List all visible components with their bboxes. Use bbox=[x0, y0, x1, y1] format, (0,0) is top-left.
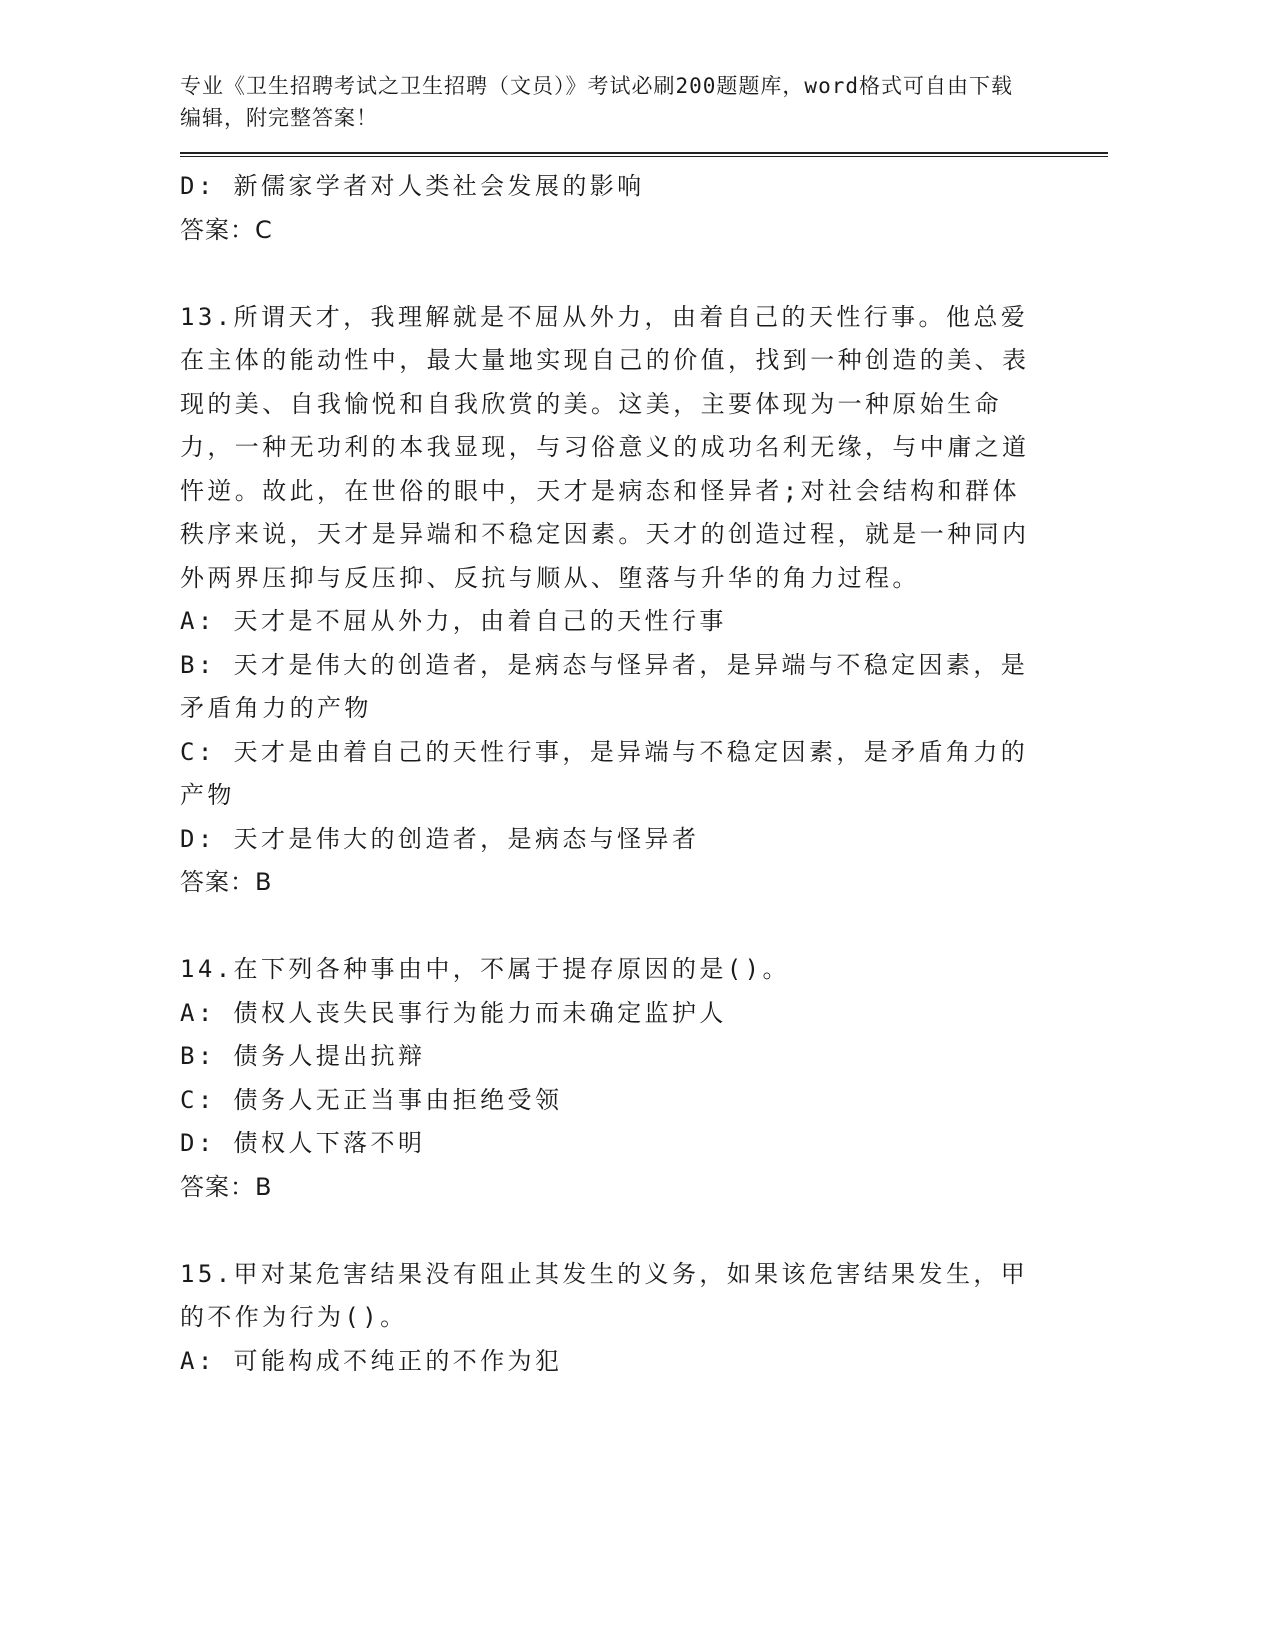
question-14-stem: 14.在下列各种事由中，不属于提存原因的是()。 bbox=[180, 955, 790, 983]
question-13-option-c: C: 天才是由着自己的天性行事，是异端与不稳定因素，是矛盾角力的产物 bbox=[180, 737, 1029, 809]
question-15 bbox=[180, 1253, 1030, 1384]
document-page bbox=[180, 70, 1100, 1383]
question-14-option-d: D: 债权人下落不明 bbox=[180, 1129, 426, 1157]
question-13 bbox=[180, 296, 1030, 905]
question-13-option-a: A: 天才是不屈从外力，由着自己的天性行事 bbox=[180, 607, 727, 635]
question-14-option-b: B: 债务人提出抗辩 bbox=[180, 1042, 426, 1070]
question-15-stem: 15.甲对某危害结果没有阻止其发生的义务，如果该危害结果发生，甲的不作为行为()。 bbox=[180, 1259, 1029, 1331]
prev-option-d: D: 新儒家学者对人类社会发展的影响 bbox=[180, 172, 645, 200]
question-13-option-d: D: 天才是伟大的创造者，是病态与怪异者 bbox=[180, 824, 700, 853]
question-13-stem: 13.所谓天才，我理解就是不屈从外力，由着自己的天性行事。他总爱在主体的能动性中，最大量地实现自己的价值，找到一种创造的美、表现的美、自我愉悦和自我欣赏的美。这美，主要体现为一种原始生命力，一种无功利的本我显现，与习俗意义的成功名利无缘，与中庸之道忤逆。故此，在世俗的眼中，天才是病态和怪异者;对社会结构和群体秩序来说，天才是异端和不稳定因素。天才的创造过程，就是一种同内外两界压抑与反压抑、反抗与顺从、堕落与升华的角力过程。 bbox=[180, 302, 1030, 592]
prev-answer: 答案：C bbox=[180, 215, 273, 244]
question-14-answer: 答案：B bbox=[180, 1172, 273, 1201]
document-body bbox=[180, 165, 1030, 1383]
spacer bbox=[180, 252, 1030, 296]
document-header: 专业《卫生招聘考试之卫生招聘（文员）》考试必刷200题题库，word格式可自由下载编辑，附完整答案！ bbox=[180, 74, 1013, 130]
spacer bbox=[180, 1209, 1030, 1253]
question-14 bbox=[180, 948, 1030, 1209]
question-14-option-c: C: 债务人无正当事由拒绝受领 bbox=[180, 1085, 563, 1114]
header-divider bbox=[180, 152, 1108, 157]
spacer bbox=[180, 905, 1030, 949]
question-14-option-a: A: 债权人丧失民事行为能力而未确定监护人 bbox=[180, 998, 727, 1027]
question-15-option-a: A: 可能构成不纯正的不作为犯 bbox=[180, 1346, 563, 1375]
question-13-option-b: B: 天才是伟大的创造者，是病态与怪异者，是异端与不稳定因素，是矛盾角力的产物 bbox=[180, 650, 1029, 722]
question-13-answer: 答案：B bbox=[180, 868, 273, 896]
